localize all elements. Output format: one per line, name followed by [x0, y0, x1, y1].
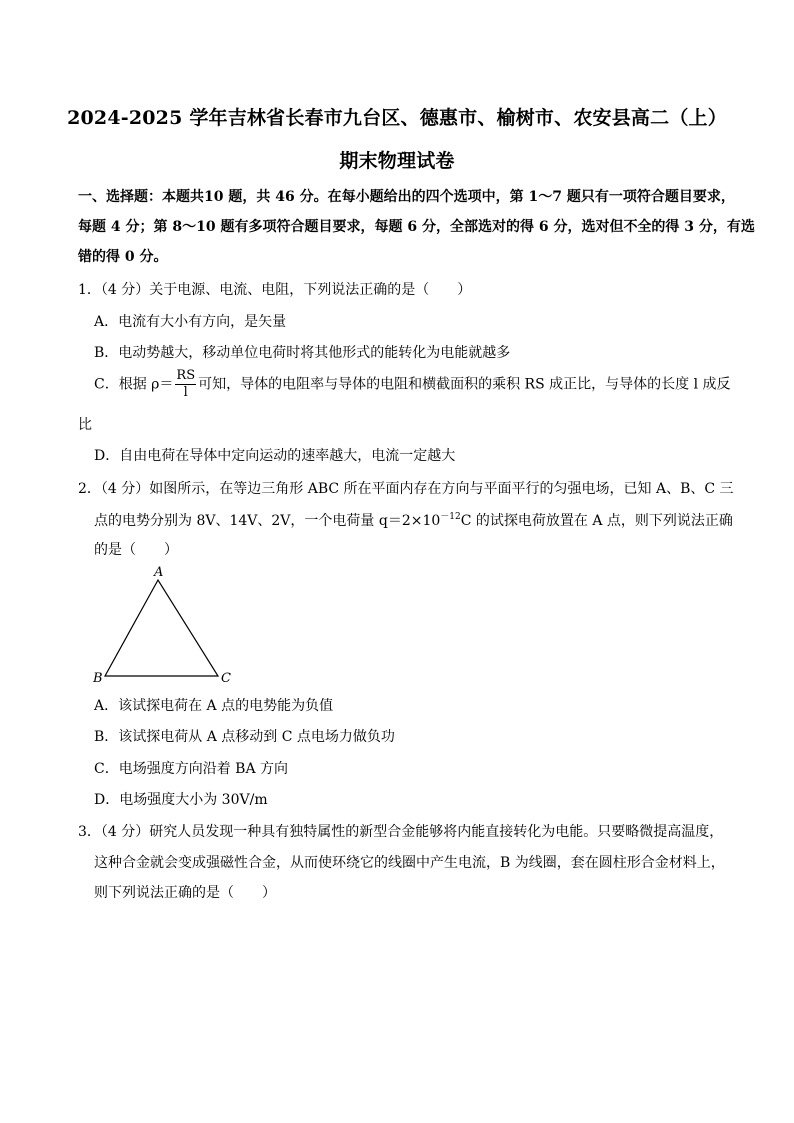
triangle-figure — [90, 562, 240, 687]
question-2-option-a: A．该试探电荷在 A 点的电势能为负值 — [94, 698, 334, 714]
question-3-stem: 3．（4 分）研究人员发现一种具有独特属性的新型合金能够将内能直接转化为电能。只要略微提高温度， — [78, 824, 724, 840]
question-1-stem: 1．（4 分）关于电源、电流、电阻，下列说法正确的是（ ） — [78, 282, 472, 298]
section-heading-cont: 每题 4 分；第 8～10 题有多项符合题目要求，每题 6 分，全部选对的得 6 分，选对但不全的得 3 分，有选 — [78, 219, 755, 235]
page-title: 2024-2025 学年吉林省长春市九台区、德惠市、榆树市、农安县高二（上） — [67, 107, 727, 129]
stem-part: C 的试探电荷放置在 A 点，则下列说法正确 — [460, 513, 733, 529]
question-2-stem-cont — [94, 509, 733, 530]
question-2-stem-cont: 的是（ ） — [94, 542, 178, 558]
question-1-option-c-cont: 比 — [78, 417, 92, 433]
page-subtitle: 期末物理试卷 — [339, 150, 455, 172]
option-c-prefix: C．根据 ρ＝ — [94, 376, 174, 393]
question-1-option-d: D．自由电荷在导体中定向运动的速率越大，电流一定越大 — [94, 448, 456, 464]
section-heading-cont: 错的得 0 分。 — [78, 249, 168, 265]
stem-part: 点的电势分别为 8V、14V、2V，一个电荷量 q＝2×10 — [94, 513, 441, 529]
question-2-option-d: D．电场强度大小为 30V/m — [94, 792, 268, 808]
question-1-option-b: B．电动势越大，移动单位电荷时将其他形式的能转化为电能就越多 — [94, 345, 511, 361]
question-3-stem-cont: 则下列说法正确的是（ ） — [94, 885, 276, 901]
question-2-option-c: C．电场强度方向沿着 BA 方向 — [94, 761, 289, 777]
vertex-b-label: B — [93, 671, 103, 686]
vertex-c-label: C — [221, 671, 231, 686]
vertex-a-label: A — [154, 565, 164, 580]
question-2-stem: 2．（4 分）如图所示，在等边三角形 ABC 所在平面内存在方向与平面平行的匀强电场，已知 A、B、C 三 — [78, 481, 734, 497]
question-2-option-b: B．该试探电荷从 A 点移动到 C 点电场力做负功 — [94, 729, 395, 745]
question-3-stem-cont: 这种合金就会变成强磁性合金，从而使环绕它的线圈中产生电流，B 为线圈，套在圆柱形合金材料上， — [94, 855, 725, 871]
section-heading: 一、选择题：本题共10 题，共 46 分。在每小题给出的四个选项中，第 1～7 题只有一项符合题目要求， — [78, 189, 735, 205]
resistivity-fraction — [175, 368, 196, 401]
triangle-abc — [105, 580, 218, 676]
charge-exponent: －12 — [440, 512, 461, 522]
question-1-option-c — [94, 368, 731, 401]
fraction-numerator: RS — [176, 368, 196, 383]
fraction-denominator: l — [183, 385, 188, 400]
option-c-suffix: 可知，导体的电阻率与导体的电阻和横截面积的乘积 RS 成正比，与导体的长度 l 成反 — [198, 376, 731, 393]
question-1-option-a: A．电流有大小有方向，是矢量 — [94, 314, 287, 330]
